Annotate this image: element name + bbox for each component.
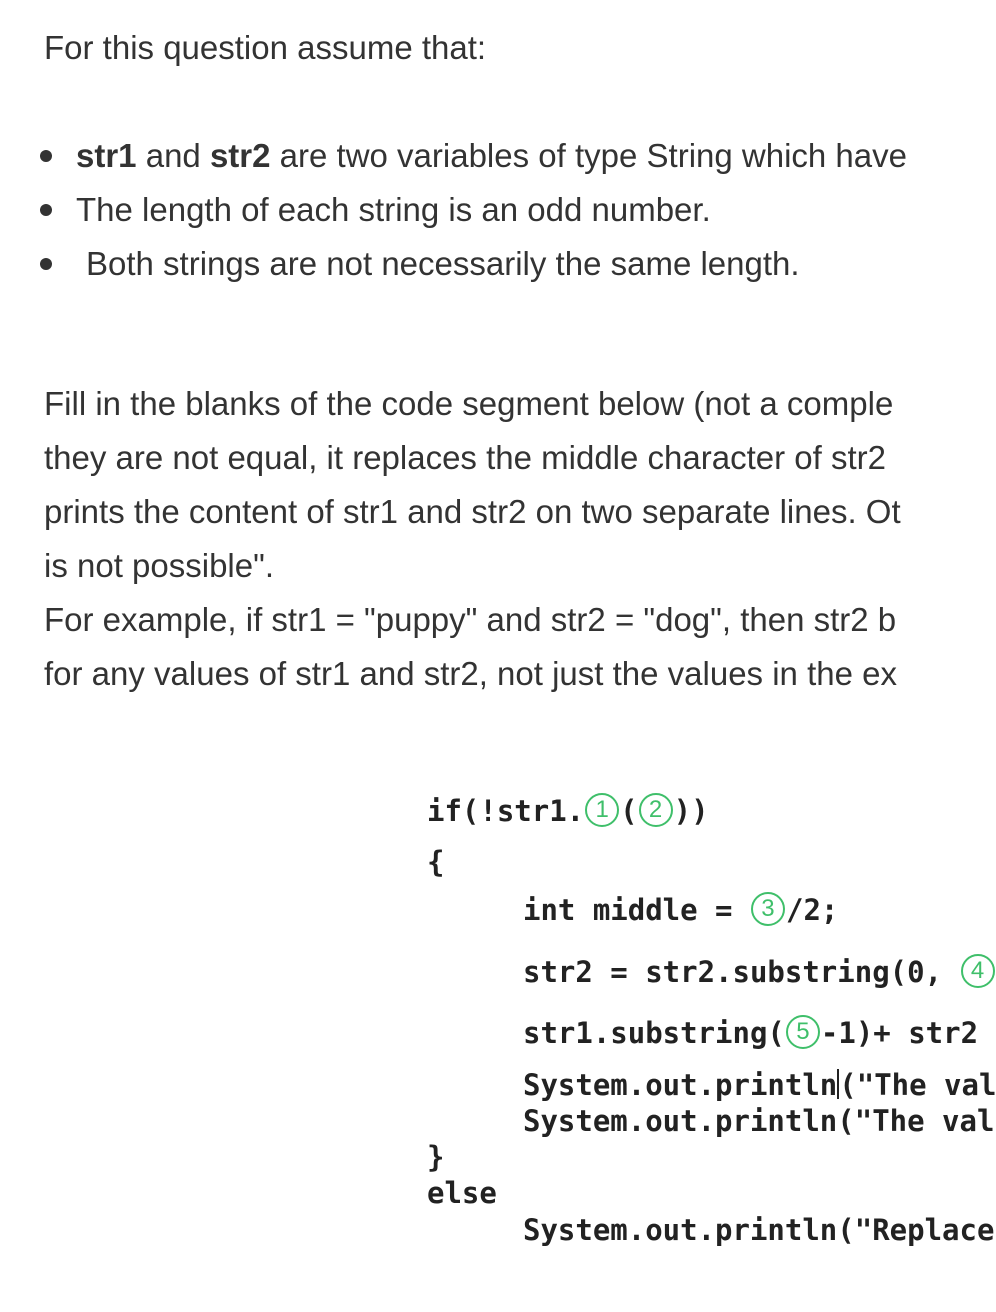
- code-text: str1.substring(: [523, 1016, 785, 1050]
- code-text: -1)+ str2: [820, 1016, 979, 1050]
- description-line: Fill in the blanks of the code segment below (not a comple: [44, 385, 894, 422]
- code-line-println-replace: System.out.println("Replace: [523, 1213, 995, 1247]
- code-line-middle: [523, 893, 838, 929]
- bullet-text: are two variables of type String which have: [270, 137, 907, 174]
- question-description: [44, 377, 901, 701]
- bullet-icon: [40, 258, 52, 270]
- code-text: if(!str1.: [427, 794, 585, 828]
- description-line: they are not equal, it replaces the middle character of str2: [44, 439, 886, 476]
- blank-4-icon: 4: [961, 954, 995, 988]
- blank-2-icon: 2: [639, 793, 673, 827]
- code-line-str2-substring: [523, 955, 996, 991]
- bullet-icon: [40, 150, 52, 162]
- bullet-text: Both strings are not necessarily the same length.: [86, 245, 800, 282]
- bullet-icon: [40, 204, 52, 216]
- bullet-text: and: [136, 137, 210, 174]
- description-line: is not possible".: [44, 547, 275, 584]
- code-line-str1-substring: [523, 1016, 978, 1052]
- code-text: (: [620, 794, 638, 828]
- assumption-item: [0, 237, 907, 291]
- bullet-text: The length of each string is an odd number.: [76, 191, 711, 228]
- assumption-item: [0, 183, 907, 237]
- blank-1-icon: 1: [585, 793, 619, 827]
- description-line: prints the content of str1 and str2 on two separate lines. Ot: [44, 493, 901, 530]
- code-open-brace: {: [427, 845, 445, 879]
- code-text: System.out.println: [523, 1068, 838, 1102]
- code-line-if: [427, 794, 709, 830]
- code-line-println-2: System.out.println("The val: [523, 1104, 995, 1138]
- assumption-item: [0, 129, 907, 183]
- blank-3-icon: 3: [751, 892, 785, 926]
- blank-5-icon: 5: [786, 1015, 820, 1049]
- code-text: int middle =: [523, 893, 750, 927]
- code-text: str2 = str2.substring(0,: [523, 955, 960, 989]
- code-text: )): [673, 794, 709, 828]
- code-close-brace: }: [427, 1140, 445, 1174]
- text-cursor-icon: [837, 1069, 839, 1099]
- code-text: /2;: [785, 893, 839, 927]
- code-text: ("The val: [839, 1068, 996, 1102]
- code-line-println-1: [523, 1068, 996, 1102]
- var-str2: str2: [209, 137, 271, 174]
- code-else: else: [427, 1176, 497, 1210]
- assumption-list: [0, 129, 907, 291]
- var-str1: str1: [76, 137, 137, 174]
- description-line: for any values of str1 and str2, not just the values in the ex: [44, 655, 897, 692]
- description-line: For example, if str1 = "puppy" and str2 = "dog", then str2 b: [44, 601, 897, 638]
- intro-text: For this question assume that:: [44, 29, 487, 66]
